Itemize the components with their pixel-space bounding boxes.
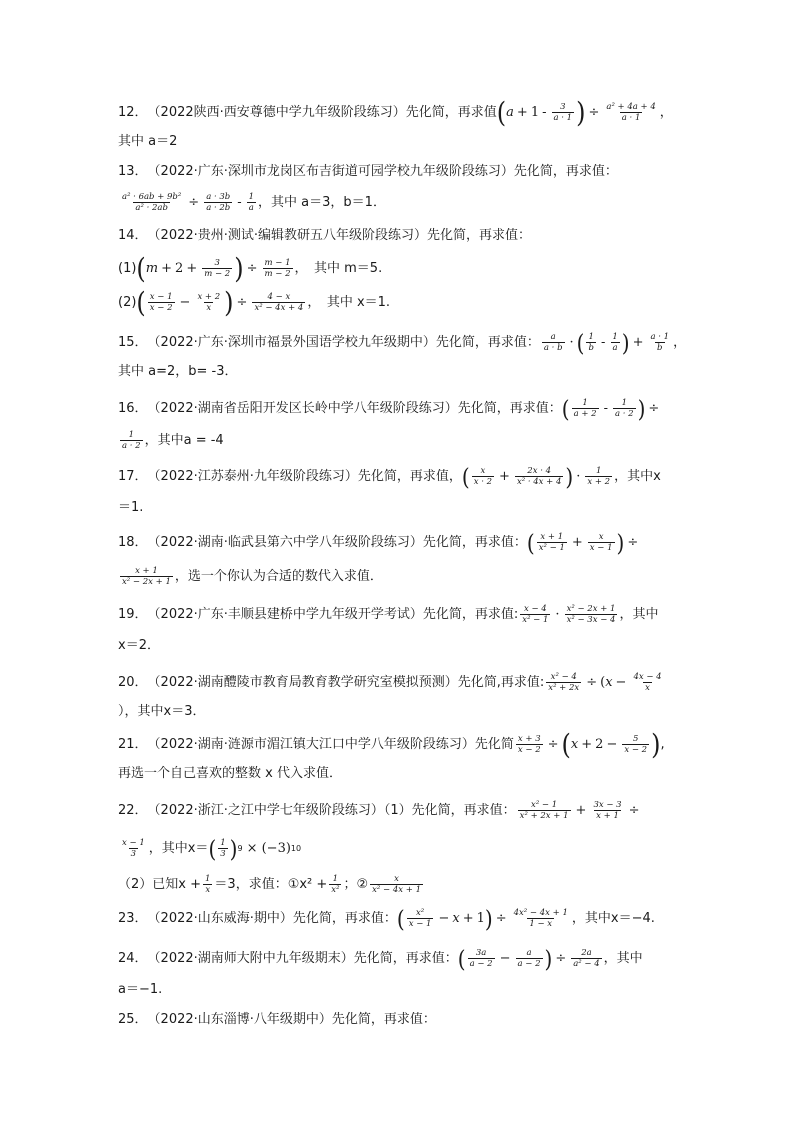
problem-number: 18．	[118, 534, 148, 550]
fraction: $\frac{3a}{a - 2}$	[469, 948, 493, 969]
condition: ，其中x＝	[148, 840, 209, 856]
problem-number: 24．	[118, 950, 148, 966]
condition: ， 其中 m＝5.	[294, 260, 383, 276]
fraction: $\frac{2a}{\text{a² − 4}}$	[573, 948, 600, 969]
fraction: $\frac{\text{x² − 2x + 1}}{\text{x² − 3x − 4}}$	[566, 604, 616, 625]
fraction: $\frac{x + 3}{x - 2}$	[517, 734, 541, 755]
problem-source: （2022·广东·丰顺县建桥中学九年级开学考试）先化简，再求值:	[147, 606, 519, 622]
problem-source: （2022·江苏泰州·九年级阶段练习）先化简，再求值，	[147, 468, 462, 484]
condition: ，其中	[603, 950, 643, 966]
left-paren: (	[208, 834, 217, 863]
fraction: $\frac{3}{a \cdot 1}$	[553, 102, 573, 123]
fraction: $\frac{a}{a - 2}$	[517, 948, 541, 969]
problem-15: 15． （2022·广东·深圳市福景外国语学校九年级期中）先化简，再求值： $\frac{a}{a \cdot b}$ · ( $\frac{1}{b}$ - $\frac{1}{a}$ ) + $\frac{a \cdot 1}{b}$ ，	[118, 328, 687, 357]
problem-source: （2022·湖南·涟源市湄江镇大江口中学八年级阶段练习）先化简	[147, 736, 514, 752]
fraction: $\frac{1}{\text{x²}}$	[331, 874, 340, 895]
problem-number: 23．	[118, 910, 148, 926]
problem-13-expression: $\frac{\text{a² · 6ab + 9b²}}{\text{a² · 2ab}}$ ÷ $\frac{a \cdot 3b}{a \cdot 2b}$ - $\frac{1}{a}$ ，其中 a＝3，b＝1．	[122, 192, 386, 213]
problem-source: （2022·广东·深圳市龙岗区布吉街道可园学校九年级阶段练习）先化简，再求值：	[147, 164, 618, 179]
problem-number: 15．	[118, 334, 148, 350]
math-term: a	[506, 104, 514, 120]
right-paren: )	[484, 904, 493, 933]
fraction: $\frac{x - 4}{\text{x² − 1}}$	[522, 604, 549, 625]
problem-number: 20．	[118, 674, 148, 690]
fraction: $\frac{x + 1}{\text{x² − 1}}$	[538, 532, 565, 553]
fraction: $\frac{a}{a \cdot b}$	[543, 332, 563, 353]
fraction: $\frac{x}{x - 1}$	[589, 532, 613, 553]
problem-22-part2	[118, 874, 676, 895]
problem-number: 25．	[118, 1012, 148, 1027]
text: ；②	[343, 876, 369, 892]
problem-14-part2: (2) ( $\frac{x - 1}{x - 2}$ − $\frac{x + 2}{x}$ ) ÷ $\frac{4 - x}{\text{x² − 4x + 4}}$ ， 其中 x＝1.	[118, 286, 391, 319]
fraction: $\frac{x + 2}{x}$	[197, 292, 221, 313]
problem-number: 17．	[118, 468, 148, 484]
left-paren: (	[526, 528, 535, 557]
right-paren: )	[621, 328, 630, 357]
right-paren: )	[565, 462, 574, 491]
problem-number: 14．	[118, 228, 148, 243]
problem-18-condition	[118, 566, 676, 587]
fraction: $\frac{1}{a \cdot 2}$	[122, 430, 141, 451]
problem-16-condition	[118, 430, 676, 451]
problem-22-condition	[118, 834, 676, 863]
fraction: $\frac{\text{4x² − 4x + 1}}{1 - x}$	[513, 908, 568, 929]
condition: ，其中x	[614, 468, 661, 484]
fraction: $\frac{1}{a}$	[248, 192, 255, 213]
fraction: $\frac{\text{a² + 4a + 4}}{a \cdot 1}$	[606, 102, 656, 123]
problem-source: （2022陕西·西安尊德中学九年级阶段练习）先化简，再求值	[147, 104, 497, 120]
fraction: $\frac{1}{a + 2}$	[573, 398, 597, 419]
fraction: $\frac{\text{x² − 1}}{\text{x² + 2x + 1}}$	[519, 800, 569, 821]
left-paren: (	[136, 286, 146, 319]
fraction: $\frac{1}{3}$	[220, 838, 226, 859]
problem-number: 22．	[118, 802, 148, 818]
part-label: (1)	[118, 260, 137, 276]
fraction: $\frac{4x - 4}{x}$	[633, 672, 662, 693]
fraction: $\frac{2x \cdot 4}{\text{x² · 4x + 4}}$	[516, 466, 562, 487]
problem-24-condition: a＝−1.	[118, 982, 163, 997]
multiplier: × (−3)	[246, 840, 291, 856]
punct: ，	[659, 104, 673, 120]
right-paren: )	[576, 96, 586, 129]
left-paren: (	[396, 904, 405, 933]
fraction: $\frac{\text{x²}}{x - 1}$	[408, 908, 432, 929]
problem-15-condition: 其中 a=2，b= -3．	[118, 364, 238, 379]
problem-source: （2022·浙江·之江中学七年级阶段练习）（1）先化简，再求值：	[147, 802, 516, 818]
left-paren: (	[576, 328, 585, 357]
problem-source: （2022·湖南师大附中九年级期末）先化简，再求值：	[147, 950, 458, 966]
problem-14	[118, 226, 676, 246]
problem-23: 23． （2022·山东威海·期中）先化简，再求值： ( $\frac{\text{x²}}{x - 1}$ − x + 1 ) ÷ $\frac{\text{4x² − 4x + 1}}{1 - x}$ ，其中x＝−4.	[118, 904, 655, 933]
fraction: $\frac{3}{m - 2}$	[204, 258, 231, 279]
fraction: $\frac{a \cdot 3b}{a \cdot 2b}$	[206, 192, 231, 213]
fraction: $\frac{\text{a² · 6ab + 9b²}}{\text{a² · 2ab}}$	[122, 192, 182, 213]
fraction: $\frac{\text{x² − 4}}{\text{x² + 2x}}$	[548, 672, 580, 693]
fraction: $\frac{1}{b}$	[588, 332, 594, 353]
fraction: $\frac{x + 1}{\text{x² − 2x + 1}}$	[122, 566, 171, 587]
fraction: $\frac{x - 1}{x - 2}$	[149, 292, 173, 313]
problem-14-part1: (1) ( m + 2 + $\frac{3}{m - 2}$ ) ÷ $\frac{m - 1}{m - 2}$ ， 其中 m＝5.	[118, 252, 383, 285]
problem-16: 16． （2022·湖南省岳阳开发区长岭中学八年级阶段练习）先化简，再求值： ( $\frac{1}{a + 2}$ - $\frac{1}{a \cdot 2}$ ) ÷	[118, 394, 660, 423]
right-paren: )	[637, 394, 646, 423]
fraction: $\frac{1}{a}$	[612, 332, 618, 353]
right-paren: )	[544, 944, 553, 973]
problem-18: 18． （2022·湖南·临武县第六中学八年级阶段练习）先化简，再求值： ( $\frac{x + 1}{\text{x² − 1}}$ + $\frac{x}{x - 1}$ ) ÷	[118, 528, 639, 557]
problem-source: （2022·山东威海·期中）先化简，再求值：	[147, 910, 397, 926]
fraction: $\frac{3x - 3}{x + 1}$	[593, 800, 622, 821]
condition: ， 其中 x＝1.	[307, 294, 391, 310]
fraction: $\frac{m - 1}{m - 2}$	[264, 258, 291, 279]
fraction: $\frac{1}{x + 2}$	[587, 466, 611, 487]
fraction: $\frac{1}{x}$	[205, 874, 211, 895]
problem-source: （2022·湖南醴陵市教育局教育教学研究室模拟预测）先化简,再求值:	[147, 674, 545, 690]
problem-source: （2022·湖南省岳阳开发区长岭中学八年级阶段练习）先化简，再求值：	[147, 400, 562, 416]
problem-19-condition: x＝2．	[118, 638, 160, 653]
problem-12-condition: 其中 a＝2	[118, 134, 178, 149]
fraction: $\frac{1}{a \cdot 2}$	[615, 398, 634, 419]
condition: ，其中 a＝3，b＝1．	[258, 194, 386, 210]
problem-20-condition: ），其中x＝3．	[118, 704, 206, 719]
fraction: $\frac{x}{\text{x² − 4x + 1}}$	[372, 874, 422, 895]
condition: ，其中x＝−4.	[571, 910, 655, 926]
problem-17: 17． （2022·江苏泰州·九年级阶段练习）先化简，再求值， ( $\frac{x}{x \cdot 2}$ + $\frac{2x \cdot 4}{\text{x² · 4x + 4}}$ ) · $\frac{1}{x + 2}$ ，其中x	[118, 462, 661, 491]
fraction: $\frac{4 - x}{\text{x² − 4x + 4}}$	[254, 292, 304, 313]
part-label: (2)	[118, 294, 137, 310]
left-paren: (	[561, 728, 571, 761]
fraction: $\frac{a \cdot 1}{b}$	[650, 332, 670, 353]
problem-21: 21． （2022·湖南·涟源市湄江镇大江口中学八年级阶段练习）先化简 $\frac{x + 3}{x - 2}$ ÷ ( x + 2 − $\frac{5}{x - 2}$ ) ,	[118, 728, 665, 761]
problem-number: 12．	[118, 104, 148, 120]
left-paren: (	[136, 252, 146, 285]
problem-13	[118, 162, 676, 182]
exponent: 9	[237, 843, 243, 853]
text: ＝3，求值：①x² +	[214, 876, 328, 892]
left-paren: (	[457, 944, 466, 973]
problem-number: 16．	[118, 400, 148, 416]
condition: ，选一个你认为合适的数代入求值．	[174, 568, 383, 584]
right-paren: )	[616, 528, 625, 557]
problem-17-condition: ＝1.	[118, 500, 144, 515]
problem-number: 21．	[118, 736, 148, 752]
left-paren: (	[561, 394, 570, 423]
problem-number: 19．	[118, 606, 148, 622]
problem-12: 12． （2022陕西·西安尊德中学九年级阶段练习）先化简，再求值 ( a + 1 - $\frac{3}{a \cdot 1}$ ) ÷ $\frac{\text{a² + 4a + 4}}{a \cdot 1}$ ，	[118, 96, 673, 129]
problem-21-condition: 再选一个自己喜欢的整数 x 代入求值．	[118, 766, 342, 781]
fraction: $\frac{x}{x \cdot 2}$	[473, 466, 493, 487]
condition: ，其中a = -4	[144, 432, 224, 448]
left-paren: (	[461, 462, 470, 491]
exponent: 10	[290, 843, 302, 853]
problem-source: （2022·贵州·测试·编辑教研五八年级阶段练习）先化简，再求值：	[147, 228, 532, 243]
fraction: $\frac{x - 1}{3}$	[122, 838, 145, 859]
problem-source: （2022·山东淄博·八年级期中）先化简，再求值：	[147, 1012, 436, 1027]
left-paren: (	[496, 96, 507, 129]
problem-source: （2022·湖南·临武县第六中学八年级阶段练习）先化简，再求值：	[147, 534, 527, 550]
problem-25	[118, 1010, 676, 1030]
problem-number: 13．	[118, 164, 148, 179]
right-paren: )	[651, 728, 661, 761]
problem-24: 24． （2022·湖南师大附中九年级期末）先化简，再求值： ( $\frac{3a}{a - 2}$ − $\frac{a}{a - 2}$ ) ÷ $\frac{2a}{\text{a² − 4}}$ ，其中	[118, 944, 643, 973]
right-paren: )	[224, 286, 234, 319]
problem-22: 22． （2022·浙江·之江中学七年级阶段练习）（1）先化简，再求值： $\frac{\text{x² − 1}}{\text{x² + 2x + 1}}$ + $\frac{3x - 3}{x + 1}$ ÷	[118, 800, 640, 821]
problem-19: 19． （2022·广东·丰顺县建桥中学九年级开学考试）先化简，再求值: $\frac{x - 4}{\text{x² − 1}}$ · $\frac{\text{x² − 2x + 1}}{\text{x² − 3x − 4}}$ ，其中	[118, 604, 659, 625]
part-label: （2）已知x +	[118, 876, 201, 892]
problem-source: （2022·广东·深圳市福景外国语学校九年级期中）先化简，再求值：	[147, 334, 540, 350]
right-paren: )	[229, 834, 238, 863]
condition: ，其中	[619, 606, 659, 622]
fraction: $\frac{5}{x - 2}$	[624, 734, 648, 755]
right-paren: )	[234, 252, 244, 285]
problem-20: 20． （2022·湖南醴陵市教育局教育教学研究室模拟预测）先化简,再求值: $\frac{\text{x² − 4}}{\text{x² + 2x}}$ ÷ ( x − $\frac{4x - 4}{x}$	[118, 672, 662, 693]
